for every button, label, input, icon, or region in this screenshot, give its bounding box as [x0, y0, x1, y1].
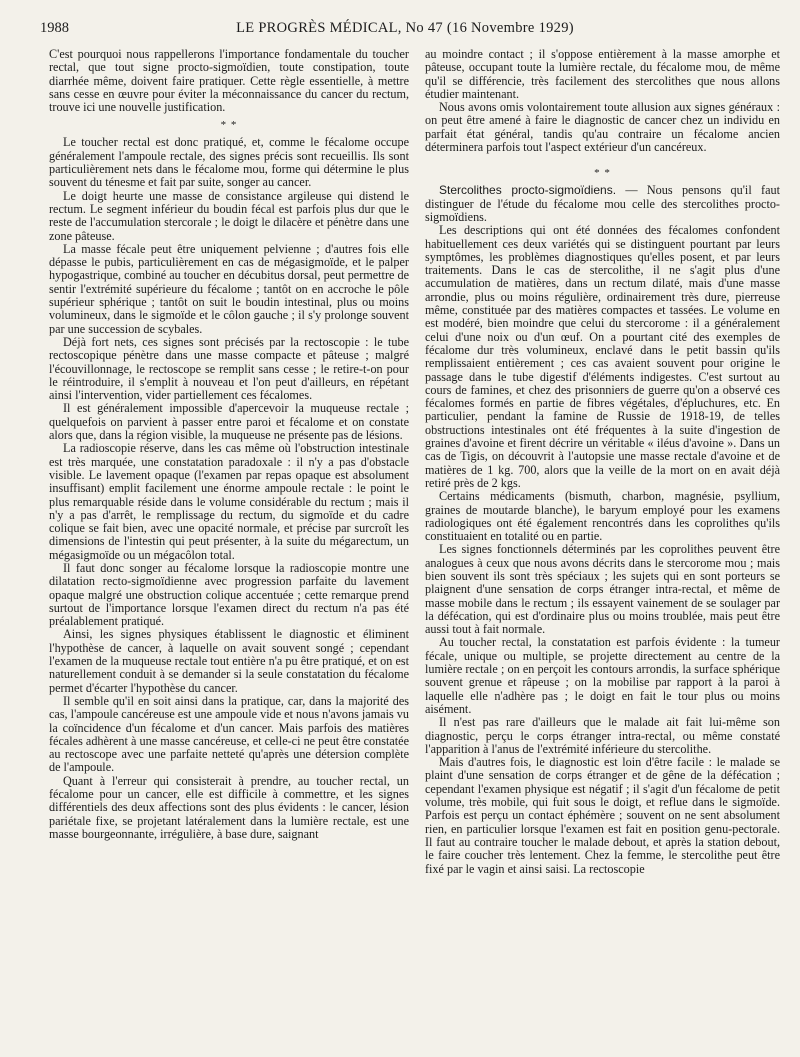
paragraph: Certains médicaments (bismuth, charbon, magnésie, psyllium, graines de moutarde blanche), le baryum employé pour les examens radiologiques ont été également rencontrés dans les coprolithes qu'ils constituaient en totalité ou en partie. — [425, 489, 780, 544]
paragraph: Il faut donc songer au fécalome lorsque la radioscopie montre une dilatation recto-sigmoïdienne avec progression parfaite du lavement opaque malgré une obstruction colique accentuée ; cette remarque prend surtout de l'importance lorsque l'examen direct du rectum n'a pas été préalablement pratiqué. — [49, 560, 409, 629]
paragraph-text: — Nous pensons qu'il faut distinguer de l'étude du fécalome mou celle des stercolithes procto-sigmoïdiens. — [425, 183, 780, 224]
journal-title: LE PROGRÈS MÉDICAL, No 47 (16 Novembre 1929) — [236, 20, 574, 36]
paragraph: Il semble qu'il en soit ainsi dans la pratique, car, dans la majorité des cas, l'ampoule cancéreuse est une ampoule vide et nous n'avons jamais vu la coïncidence d'un fécalome et d'un cancer. Mais parfois des matières fécales adhèrent à une masse cancéreuse, et celle-ci ne peut être constatée au rectoscope avec une parfaite netteté qu'après une détersion complète de l'ampoule. — [49, 693, 409, 775]
paragraph: Il est généralement impossible d'apercevoir la muqueuse rectale ; quelquefois on parvient à passer entre paroi et fécalome et on constate alors que, dans la région visible, la muqueuse ne présente pas de lésions. — [49, 401, 409, 443]
paragraph: au moindre contact ; il s'oppose entièrement à la masse amorphe et pâteuse, occupant toute la lumière rectale, du fécalome mou, de même qu'il se différencie, très facilement des stercolithes que nous allons étudier maintenant. — [425, 48, 780, 101]
paragraph: Quant à l'erreur qui consisterait à prendre, au toucher rectal, un fécalome pour un cancer, elle est difficile à commettre, et les signes différentiels des deux affections sont des plus évidents : le cancer, lésion pariétale fixe, se projetant latéralement dans la lumière rectale, est une masse bourgeonnante, irrégulière, à base dure, saignant — [49, 773, 409, 841]
paragraph: La masse fécale peut être uniquement pelvienne ; d'autres fois elle dépasse le pubis, particulièrement en cas de mégasigmoïde, et le palper hypogastrique, combiné au toucher en décubitus dorsal, peut permettre de sentir l'extrémité supérieure du fécalome ; tantôt on en accroche le pôle supérieur sphérique ; tantôt on suit le boudin intestinal, plus ou moins volumineux, dans le sigmoïde et le côlon gauche ; il s'y prolonge souvent par une succession de scybales. — [49, 241, 409, 336]
paragraph: La radioscopie réserve, dans les cas même où l'obstruction intestinale est très marquée, une constatation paradoxale : il n'y a pas d'obstacle visible. Le lavement opaque (l'examen par repas opaque est absolument insuffisant) emplit facilement une énorme ampoule rectale : le point le plus remarquable réside dans le volume considérable du rectum ; mais il n'y a pas d'arrêt, le remplissage du rectum, du sigmoïde et du cadre colique se fait bien, avec une opacité normale, et précise par surcroît les dimensions de l'intestin qui peut présenter, à la suite du mégarectum, un mégasigmoïde ou un mégacôlon total. — [49, 441, 409, 562]
section-subhead: Stercolithes procto-sigmoïdiens. — [439, 183, 617, 198]
section-separator: * * — [594, 167, 611, 180]
left-column — [49, 48, 409, 1048]
paragraph: C'est pourquoi nous rappellerons l'importance fondamentale du toucher rectal, que tout signe procto-sigmoïdien, toute constipation, toute diarrhée même, doivent faire pratiquer. Cette règle essentielle, à mettre sans cesse en œuvre pour éviter la méconnaissance du cancer du rectum, trouve ici une nouvelle justification. — [49, 48, 409, 115]
page-header — [40, 20, 770, 40]
paragraph: Nous avons omis volontairement toute allusion aux signes généraux : on peut être amené à faire le diagnostic de cancer chez un individu en parfait état général, tandis qu'au contraire un fécalome ancien déterminera parfois tout l'aspect extérieur d'un cancéreux. — [425, 100, 780, 155]
paragraph: Le toucher rectal est donc pratiqué, et, comme le fécalome occupe généralement l'ampoule rectale, des signes précis sont recueillis. Ils sont particulièrement nets dans le fécalome mou, forme qui détermine le plus souvent du ténesme et fait par suite, songer au cancer. — [49, 135, 409, 190]
paragraph: Le doigt heurte une masse de consistance argileuse qui distend le rectum. Le segment inférieur du boudin fécal est parfois plus dur que le reste de l'accumulation stercorale ; le doigt le dilacère et pénètre dans une zone pâteuse. — [49, 188, 409, 243]
paragraph-with-heading — [425, 184, 780, 224]
paragraph: Il n'est pas rare d'ailleurs que le malade ait fait lui-même son diagnostic, perçu le corps étranger intra-rectal, ou même constaté l'apparition à l'anus de l'extrémité inférieure du stercolithe. — [425, 715, 780, 756]
paragraph: Les signes fonctionnels déterminés par les coprolithes peuvent être analogues à ceux que nous avons décrits dans le stercorome mou ; mais bien souvent ils sont très spéciaux ; les sujets qui en sont porteurs se plaignent d'une sensation de corps étranger intra-rectal, et même de masse mobile dans le rectum ; ils essayent vainement de se soulager par la défécation, qui est d'ordinaire plus ou moins troublée, mais peut être aussi tout à fait normale. — [425, 542, 780, 637]
paragraph: Mais d'autres fois, le diagnostic est loin d'être facile : le malade se plaint d'une sensation de corps étranger et de gêne de la défécation ; cependant l'examen physique est négatif ; il s'agit d'un fécalome de petit volume, très mobile, qui fuit sous le doigt, et reflue dans le sigmoïde. Parfois est perçu un contact éphémère ; souvent on ne sent absolument rien, en particulier lorsque l'examen est fait en position genu-pectorale. Il faut au contraire toucher le malade debout, et après la station debout, le faire coucher très lentement. Chez la femme, le stercolithe peut être fixé par le vagin et ainsi saisi. La rectoscopie — [425, 755, 780, 876]
paragraph: Au toucher rectal, la constatation est parfois évidente : la tumeur fécale, unique ou multiple, se projette directement au centre de la lumière rectale ; on en perçoit les contours arrondis, la surface sphérique souvent grenue et râpeuse ; on la mobilise par rapport à la paroi à laquelle elle n'adhère pas ; le doigt en fait le tour plus ou moins aisément. — [425, 635, 780, 716]
paragraph: Ainsi, les signes physiques établissent le diagnostic et éliminent l'hypothèse de cancer, à laquelle on avait souvent songé ; cependant l'examen de la muqueuse rectale tout entière n'a pu être pratiqué, et on est naturellement conduit à se demander si la seule constatation du fécalome permet d'écarter l'hypothèse du cancer. — [49, 627, 409, 695]
paragraph: Les descriptions qui ont été données des fécalomes confondent habituellement ces deux variétés qui se distinguent pourtant par leurs symptômes, les problèmes diagnostiques qu'elles posent, et par leurs traitements. Dans le cas de stercolithe, il ne s'agit plus d'une accumulation de matières, dans un rectum dilaté, mais d'une masse arrondie, plus ou moins régulière, ordinairement très dure, pierreuse même, constituée par des matières compactes et tassées. Le volume en est modéré, bien moindre que celui du stercorome : il a généralement celui d'une noix ou d'un œuf. On a pourtant cité des exemples de fécalome dur très volumineux, enclavé dans le petit bassin qu'ils remplissaient entièrement ; ces cas avaient souvent pour origine le passage dans le tube digestif d'éléments indigestes. C'est surtout au cours de famines, et chez des prisonniers de guerre qu'on a observé ces fécalomes formés en partie de fibres végétales, d'épluchures, etc. En particulier, pendant la famine de Russie de 1918-19, de telles obstructions intestinales ont été fréquentes à la suite d'ingestion de graines d'avoine et firent décrire un véritable « iléus d'avoine ». Dans un cas de Tigis, on découvrit à l'autopsie une masse rectale d'avoine et de matières de 1 kg. 700, alors que la veille de la mort on en avait déjà retiré près de 2 kgs. — [425, 223, 780, 490]
section-separator: * * — [220, 119, 238, 132]
page-number: 1988 — [40, 20, 69, 36]
paragraph: Déjà fort nets, ces signes sont précisés par la rectoscopie : le tube rectoscopique pénètre dans une masse compacte et pâteuse ; malgré l'écouvillonnage, le rectoscope se remplit sans cesse ; le retire-t-on pour le réintroduire, il s'emplit à nouveau et l'on peut d'ailleurs, en répétant ainsi l'intervention, vider partiellement ces fécalomes. — [49, 334, 409, 403]
right-column — [425, 48, 780, 1048]
